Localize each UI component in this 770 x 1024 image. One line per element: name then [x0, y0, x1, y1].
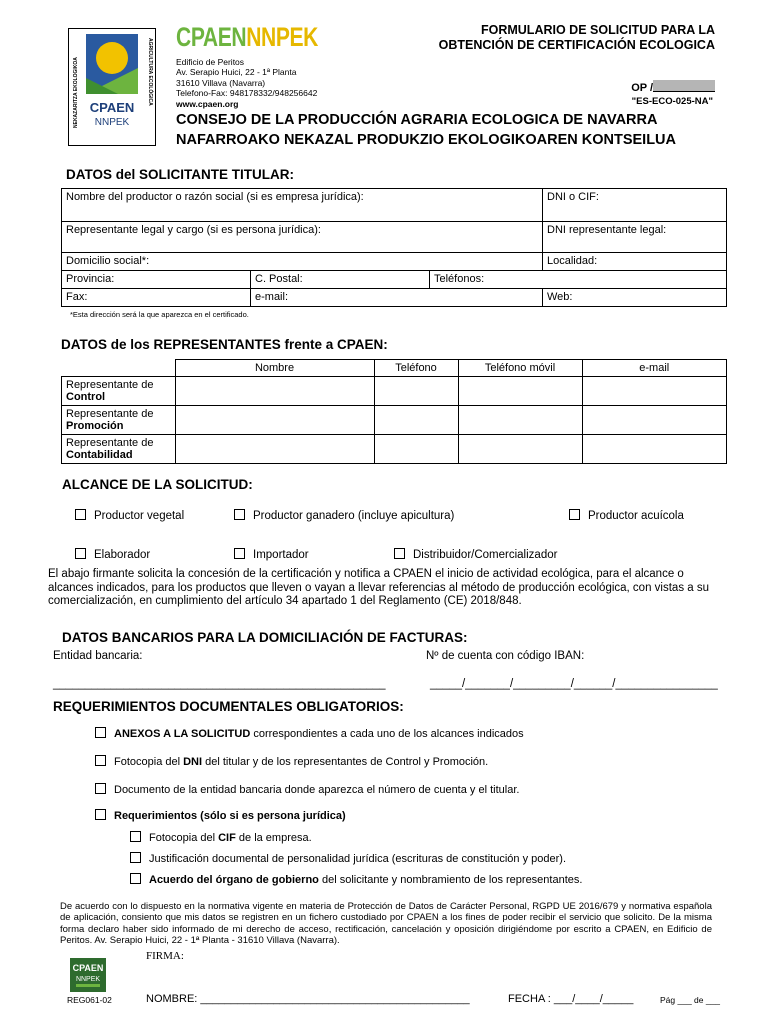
req-board-agreement[interactable]: Acuerdo del órgano de gobierno del solicitante y nombramiento de los representantes. [130, 873, 582, 886]
email-field[interactable]: e-mail: [251, 289, 543, 307]
fax-field[interactable]: Fax: [62, 289, 251, 307]
address-note: *Esta dirección será la que aparezca en el certificado. [70, 310, 249, 319]
cell-input[interactable] [582, 377, 727, 406]
rep-dni-field[interactable]: DNI representante legal: [543, 222, 727, 253]
data-protection-notice: De acuerdo con lo dispuesto en la normativa vigente en materia de Protección de Datos de Carácter Personal, RGPD UE 2016/679 y normativa española de aplicación, consiento que mis datos se registren en un fichero custodiado por CPAEN a los fines de poder recibir el servicio que solicito. De la misma forma declaro haber sido informado de mi derecho de acceso, rectificación, cancelación y oposición dirigiéndome por escrito a CPAEN, en Edificio de Peritos. Av. Serapio Huici, 22 - 1ª Planta - 31610 Villava (Navarra). [60, 901, 712, 946]
checkbox[interactable] [95, 783, 106, 794]
option-distribuidor[interactable]: Distribuidor/Comercializador [394, 548, 557, 561]
req-legal-docs[interactable]: Justificación documental de personalidad jurídica (escrituras de constitución y poder). [130, 852, 566, 865]
scope-paragraph: El abajo firmante solicita la concesión de la certificación y notifica a CPAEN el inicio de actividad ecológica, para el alcance o alcances indicados, para los productos que lleven o vayan a llevar referencias al método de producción ecológica, con vistas a su comercialización, en cumplimiento del artículo 34 apartado 1 del Reglamento (CE) 2018/848. [48, 568, 709, 607]
cell-input[interactable] [175, 377, 374, 406]
footer-logo [70, 958, 106, 992]
checkbox[interactable] [569, 509, 580, 520]
checkbox[interactable] [75, 548, 86, 559]
req-dni[interactable]: Fotocopia del DNI del titular y de los representantes de Control y Promoción. [95, 755, 488, 768]
row-promocion: Representante de Promoción [62, 406, 176, 435]
col-email: e-mail [582, 360, 727, 377]
scope-heading: ALCANCE DE LA SOLICITUD: [62, 477, 253, 492]
row-contabilidad: Representante de Contabilidad [62, 435, 176, 464]
cpaen-logo [68, 28, 156, 146]
checkbox[interactable] [394, 548, 405, 559]
name-signature-field[interactable]: NOMBRE: ____________________________________________ [146, 993, 470, 1005]
cell-input[interactable] [458, 377, 582, 406]
province-field[interactable]: Provincia: [62, 271, 251, 289]
postal-field[interactable]: C. Postal: [251, 271, 430, 289]
req-bank-doc[interactable]: Documento de la entidad bancaria donde aparezca el número de cuenta y el titular. [95, 783, 519, 796]
council-title: CONSEJO DE LA PRODUCCIÓN AGRARIA ECOLOGICA DE NAVARRA NAFARROAKO NEKAZAL PRODUKZIO EKOLOGIKOAREN KONTSEILUA [176, 112, 676, 148]
svg-text:AGRICULTURA ECOLÓGICA: AGRICULTURA ECOLÓGICA [147, 38, 153, 106]
svg-text:NEKAZARITZA EKOLOGIKOA: NEKAZARITZA EKOLOGIKOA [73, 57, 79, 128]
svg-text:NNPEK: NNPEK [94, 117, 130, 128]
form-reference: REG061-02 [67, 995, 112, 1005]
checkbox[interactable] [75, 509, 86, 520]
req-legal-person[interactable]: Requerimientos (sólo si es persona jurídica) [95, 809, 346, 822]
cell-input[interactable] [582, 435, 727, 464]
applicant-heading: DATOS del SOLICITANTE TITULAR: [66, 167, 294, 182]
cell-input[interactable] [175, 435, 374, 464]
option-elaborador[interactable]: Elaborador [75, 548, 150, 561]
dni-field[interactable]: DNI o CIF: [543, 189, 727, 222]
checkbox[interactable] [234, 548, 245, 559]
bank-heading: DATOS BANCARIOS PARA LA DOMICILIACIÓN DE FACTURAS: [62, 630, 468, 645]
row-control: Representante de Control [62, 377, 176, 406]
checkbox[interactable] [95, 727, 106, 738]
address-block: Edificio de Peritos Av. Serapio Huici, 22 - 1ª Planta 31610 Villava (Navarra) Telefono-Fax: 948178332/948256642 www.cpaen.org [176, 57, 318, 109]
option-importador[interactable]: Importador [234, 548, 309, 561]
cell-input[interactable] [175, 406, 374, 435]
cell-input[interactable] [374, 406, 458, 435]
option-ganadero[interactable]: Productor ganadero (incluye apicultura) [234, 509, 454, 522]
brand-wordmark: CPAENNNPEK [176, 22, 318, 52]
cell-input[interactable] [582, 406, 727, 435]
checkbox[interactable] [130, 852, 141, 863]
cell-input[interactable] [374, 377, 458, 406]
col-telefono: Teléfono [374, 360, 458, 377]
col-movil: Teléfono móvil [458, 360, 582, 377]
cell-input[interactable] [374, 435, 458, 464]
form-title: FORMULARIO DE SOLICITUD PARA LA OBTENCIÓN DE CERTIFICACIÓN ECOLOGICA [438, 23, 715, 52]
checkbox[interactable] [234, 509, 245, 520]
domicile-field[interactable]: Domicilio social*: [62, 253, 543, 271]
rep-field[interactable]: Representante legal y cargo (si es persona jurídica): [62, 222, 543, 253]
option-vegetal[interactable]: Productor vegetal [75, 509, 184, 522]
svg-text:CPAEN: CPAEN [89, 100, 135, 115]
eco-code: "ES-ECO-025-NA" [631, 96, 713, 107]
page-number: Pág ___ de ___ [660, 995, 721, 1005]
bank-entity-label: Entidad bancaria: [53, 650, 143, 662]
op-field[interactable]: OP / [631, 80, 715, 94]
representatives-heading: DATOS de los REPRESENTANTES frente a CPAEN: [61, 337, 388, 352]
signature-label: FIRMA: [146, 950, 184, 962]
iban-label: Nº de cuenta con código IBAN: [426, 650, 585, 662]
phones-field[interactable]: Teléfonos: [430, 271, 727, 289]
name-field[interactable]: Nombre del productor o razón social (si es empresa jurídica): [62, 189, 543, 222]
col-nombre: Nombre [175, 360, 374, 377]
option-acuicola[interactable]: Productor acuícola [569, 509, 684, 522]
svg-text:CPAEN: CPAEN [72, 963, 104, 973]
requirements-heading: REQUERIMIENTOS DOCUMENTALES OBLIGATORIOS: [53, 699, 404, 714]
svg-text:NNPEK: NNPEK [75, 976, 101, 983]
checkbox[interactable] [95, 809, 106, 820]
bank-entity-input[interactable]: ____________________________________________________ [53, 678, 386, 690]
iban-input[interactable]: _____/_______/_________/______/________________ [430, 678, 718, 690]
checkbox[interactable] [130, 873, 141, 884]
checkbox[interactable] [95, 755, 106, 766]
locality-field[interactable]: Localidad: [543, 253, 727, 271]
web-field[interactable]: Web: [543, 289, 727, 307]
representatives-table [61, 359, 727, 464]
checkbox[interactable] [130, 831, 141, 842]
req-cif[interactable]: Fotocopia del CIF de la empresa. [130, 831, 312, 844]
req-annexes[interactable]: ANEXOS A LA SOLICITUD correspondientes a cada uno de los alcances indicados [95, 727, 524, 740]
applicant-table [61, 188, 727, 307]
date-field[interactable]: FECHA : ___/____/_____ [508, 993, 634, 1005]
cell-input[interactable] [458, 435, 582, 464]
cell-input[interactable] [458, 406, 582, 435]
